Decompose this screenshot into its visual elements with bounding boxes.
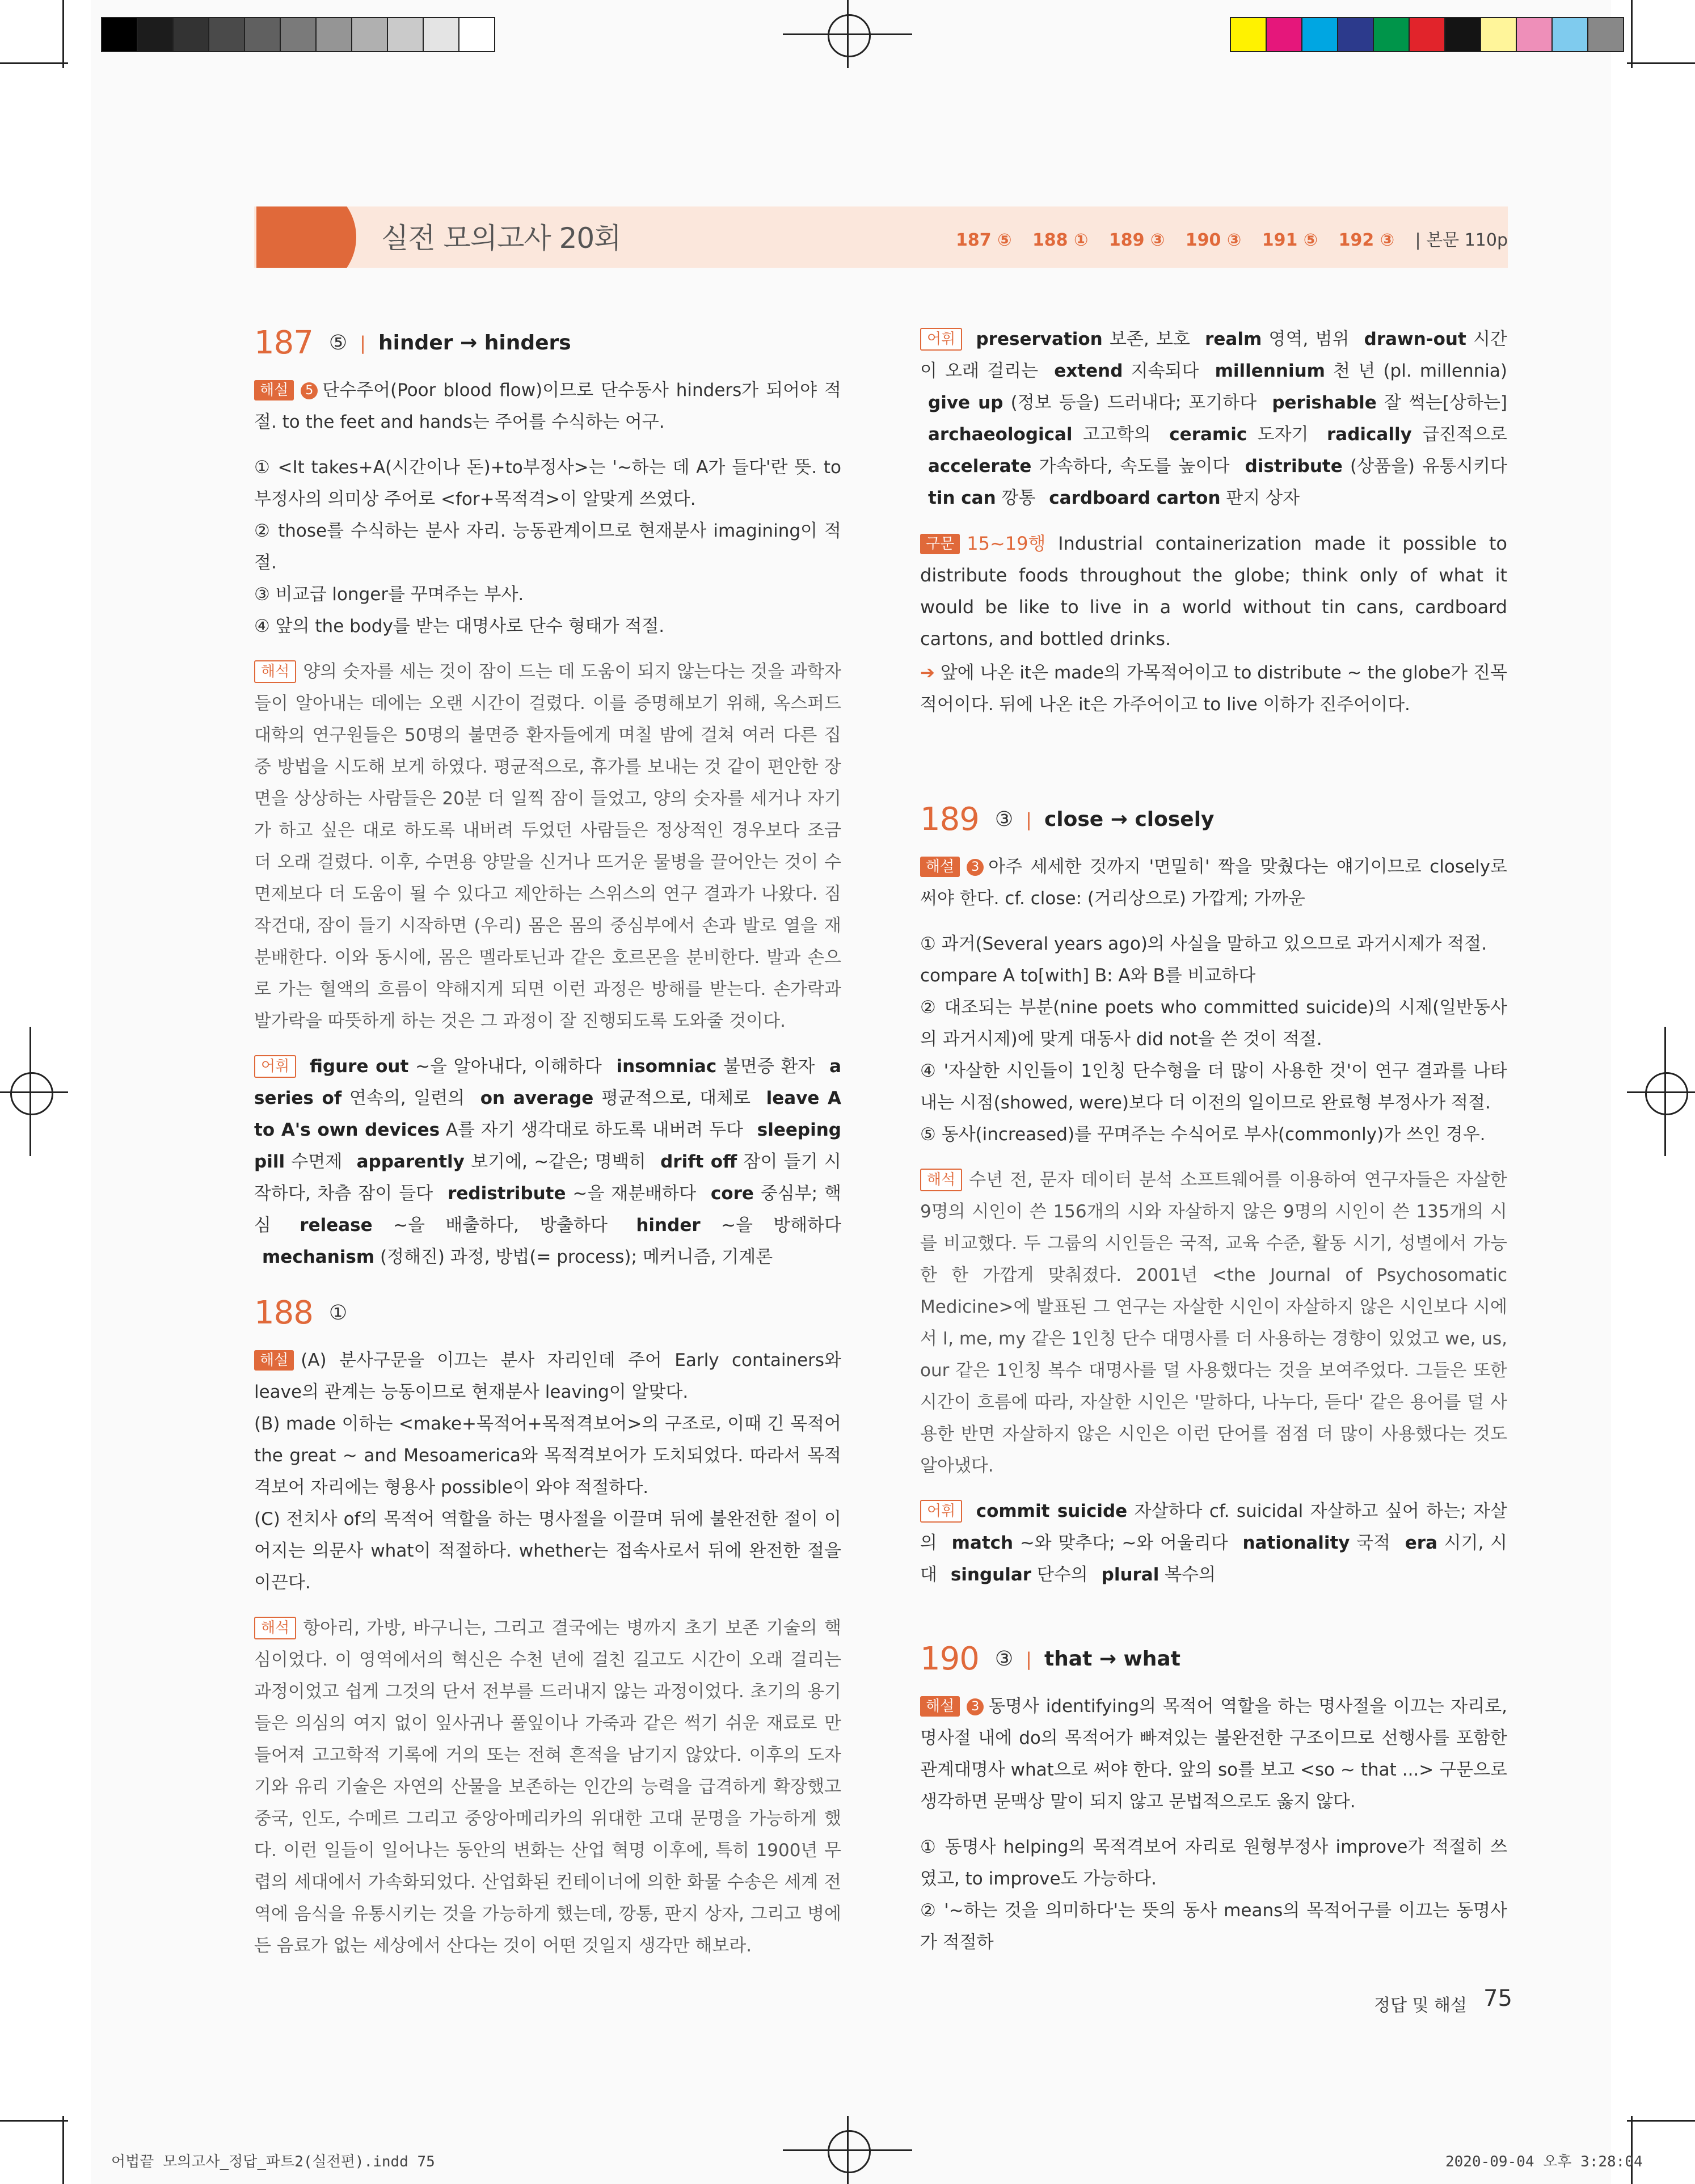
crop-mark: [0, 2120, 68, 2122]
right-column: [920, 323, 1507, 734]
registration-mark-top: [828, 14, 871, 57]
crop-mark: [1631, 0, 1633, 68]
page-number: 75: [1483, 1985, 1512, 2012]
left-column: [254, 318, 841, 1287]
q189-explanation: 해설 3 아주 세세한 것까지 '면밀히' 짝을 맞췄다는 얘기이므로 closely로 써야 한다. cf. close: (거리상으로) 가깝게; 가까운: [920, 857, 1507, 909]
right-column-190: [920, 1634, 1507, 1958]
q189-translation: 해석 수년 전, 문자 데이터 분석 소프트웨어를 이용하여 연구자들은 자살한 9명의 시인이 쓴 156개의 시와 자살하지 않은 9명의 시인이 쓴 135개의 시를 비교했다. 두 그룹의 시인들은 국적, 교육 수준, 활동 시기, 성별에서 가능한 한 가깝게 맞춰졌다. 2001년 <the Journal of Psychosomatic Medicine>에 발표된 그 연구는 자살한 시인이 자살하지 않은 시인보다 시에서 I, me, my 같은 1인칭 단수 대명사를 더 사용하는 경향이 있었고 we, us, our 같은 1인칭 복수 대명사를 덜 사용했다는 것을 보여주었다. 그들은 또한 시간이 흐름에 따라, 자살한 시인은 '말하다, 나누다, 듣다' 같은 용어를 덜 사용한 반면 자살하지 않은 시인은 이런 단어를 점점 더 많이 사용했다는 것도 알아냈다.: [920, 1170, 1507, 1476]
grayscale-color-bar: [101, 17, 494, 52]
question-187-header: 187 ⑤ | hinder → hinders: [254, 324, 571, 361]
left-column-188: [254, 1288, 841, 1975]
q187-options: ① <It takes+A(시간이나 돈)+to부정사>는 '~하는 데 A가 들다'란 뜻. to부정사의 의미상 주어로 <for+목적격>이 알맞게 쓰였다. ② those를 수식하는 분사 자리. 능동관계이므로 현재분사 imagining이 적절. ③ 비교급 longer를 꾸며주는 부사. ④ 앞의 the body를 받는 대명사로 단수 형태가 적절.: [254, 457, 841, 636]
q187-explanation: 해설 5 단수주어(Poor blood flow)이므로 단수동사 hinders가 되어야 적절. to the feet and hands는 주어를 수식하는 어구.: [254, 380, 841, 432]
header-decoration: [254, 206, 362, 268]
crop-mark: [0, 62, 68, 64]
crop-mark: [1627, 2120, 1695, 2122]
footer-label: 정답 및 해설: [1374, 1996, 1467, 2016]
print-slug-time: 2020-09-04 오후 3:28:04: [1445, 2153, 1643, 2170]
question-190-header: 190 ③ | that → what: [920, 1641, 1180, 1677]
process-color-bar: [1230, 17, 1623, 52]
registration-mark-bottom: [828, 2130, 871, 2173]
registration-mark-right: [1645, 1072, 1688, 1115]
question-188-header: 188 ①: [254, 1295, 348, 1331]
page-title: 실전 모의고사 20회: [381, 222, 621, 255]
q188-syntax-note: ➔ 앞에 나온 it은 made의 가목적어이고 to distribute ~ the globe가 진목적어이다. 뒤에 나온 it은 가주어이고 to live 이하가 진주어이다.: [920, 663, 1507, 715]
q190-options: ① 동명사 helping의 목적격보어 자리로 원형부정사 improve가 적절히 쓰였고, to improve도 가능하다. ② '~하는 것을 의미하다'는 뜻의 동사 means의 목적어구를 이끄는 동명사가 적절하: [920, 1837, 1507, 1953]
crop-mark: [62, 2116, 64, 2184]
q188-syntax: 구문 15~19행 Industrial containerization made it possible to distribute foods throughout the globe; think only of what it would be like to live in a world without tin cans, cardboard cartons, and bottled drinks.: [920, 533, 1507, 650]
question-189-header: 189 ③ | close → closely: [920, 801, 1215, 838]
q190-explanation: 해설 3 동명사 identifying의 목적어 역할을 하는 명사절을 이끄는 자리로, 명사절 내에 do의 목적어가 빠져있는 불완전한 구조이므로 선행사를 포함한 관계대명사 what으로 써야 한다. 앞의 so를 보고 <so ~ that ...> 구문으로 생각하면 문맥상 말이 되지 않고 문법적으로도 옳지 않다.: [920, 1696, 1507, 1812]
crop-mark: [62, 0, 64, 68]
q188-vocab: 어휘 preservation 보존, 보호 realm 영역, 범위 drawn-out 시간이 오래 걸리는 extend 지속되다 millennium 천 년 (pl. millennia) give up (정보 등을) 드러내다; 포기하다 perishable 잘 썩는[상하는] archaeological 고고학의 ceramic 도자기 radically 급진적으로 accelerate 가속하다, 속도를 높이다 distribute (상품을) 유통시키다 tin can 깡통 cardboard carton 판지 상자: [920, 329, 1507, 508]
q189-vocab: 어휘 commit suicide 자살하다 cf. suicidal 자살하고 싶어 하는; 자살의 match ~와 맞추다; ~와 어울리다 nationality 국적 era 시기, 시대 singular 단수의 plural 복수의: [920, 1501, 1508, 1585]
answer-key: 187 ⑤ 188 ① 189 ③ 190 ③ 191 ⑤ 192 ③ | 본문 110p: [956, 230, 1508, 250]
registration-mark-left: [10, 1072, 53, 1115]
q189-options: ① 과거(Several years ago)의 사실을 말하고 있으므로 과거시제가 적절. compare A to[with] B: A와 B를 비교하다 ② 대조되는 부분(nine poets who committed suicide)의 시제(일반동사의 과거시제)에 맞게 대동사 did not을 쓴 것이 적절. ④ '자살한 시인들이 1인칭 단수형을 더 많이 사용한 것'이 연구 결과를 나타내는 시점(showed, were)보다 더 이전의 일이므로 완료형 부정사가 적절. ⑤ 동사(increased)를 꾸며주는 수식어로 부사(commonly)가 쓰인 경우.: [920, 934, 1508, 1145]
right-column-189: [920, 794, 1507, 1604]
q188-explanation: 해설 (A) 분사구문을 이끄는 분사 자리인데 주어 Early containers와 leave의 관계는 능동이므로 현재분사 leaving이 알맞다. (B) made 이하는 <make+목적어+목적격보어>의 구조로, 이때 긴 목적어 the great ~ and Mesoamerica와 목적격보어가 도치되었다. 따라서 목적격보어 자리에는 형용사 possible이 와야 적절하다. (C) 전치사 of의 목적어 역할을 하는 명사절을 이끌며 뒤에 불완전한 절이 이어지는 의문사 what이 적절하다. whether는 접속사로서 뒤에 완전한 절을 이끈다.: [254, 1350, 841, 1593]
q187-translation: 해석 양의 숫자를 세는 것이 잠이 드는 데 도움이 되지 않는다는 것을 과학자들이 알아내는 데에는 오랜 시간이 걸렸다. 이를 증명해보기 위해, 옥스퍼드 대학의 연구원들은 50명의 불면증 환자들에게 며칠 밤에 걸쳐 여러 다른 집중 방법을 시도해 보게 하였다. 평균적으로, 휴가를 보내는 것 같이 편안한 장면을 상상하는 사람들은 20분 더 일찍 잠이 들었고, 양의 숫자를 세거나 자기가 하고 싶은 대로 하도록 내버려 두었던 사람들은 정상적인 경우보다 조금 더 오래 걸렸다. 이후, 수면용 양말을 신거나 뜨거운 물병을 끌어안는 것이 수면제보다 더 도움이 될 수 있다고 제안하는 스위스의 연구 결과가 나왔다. 짐작건대, 잠이 들기 시작하면 (우리) 몸은 몸의 중심부에서 손과 발로 열을 재분배한다. 이와 동시에, 몸은 멜라토닌과 같은 호르몬을 분비한다. 발과 손으로 가는 혈액의 흐름이 약해지게 되면 이런 과정은 방해를 받는다. 손가락과 발가락을 따뜻하게 하는 것은 그 과정이 잘 진행되도록 도와줄 것이다.: [254, 661, 841, 1031]
q188-translation: 해석 항아리, 가방, 바구니는, 그리고 결국에는 병까지 초기 보존 기술의 핵심이었다. 이 영역에서의 혁신은 수천 년에 걸친 길고도 시간이 오래 걸리는 과정이었고 쉽게 그것의 단서 전부를 드러내지 않는 과정이었다. 초기의 용기들은 의심의 여지 없이 잎사귀나 풀잎이나 가죽과 같은 썩기 쉬운 재료로 만들어져 고고학적 기록에 거의 또는 전혀 흔적을 남기지 않았다. 이후의 도자기와 유리 기술은 자연의 산물을 보존하는 인간의 능력을 급격하게 확장했고 중국, 인도, 수메르 그리고 중앙아메리카의 위대한 고대 문명을 가능하게 했다. 이런 일들이 일어나는 동안의 변화는 산업 혁명 이후에, 특히 1900년 무렵의 세대에서 가속화되었다. 산업화된 컨테이너에 의한 화물 수송은 세계 전역에 음식을 유통시키는 것을 가능하게 했는데, 깡통, 판지 상자, 그리고 병에 든 음료가 없는 세상에서 산다는 것이 어떤 것일지 생각만 해보라.: [254, 1618, 841, 1956]
arrow-right-icon: ➔: [920, 663, 941, 683]
print-slug-file: 어법끝 모의고사_정답_파트2(실전편).indd 75: [111, 2153, 435, 2170]
q187-vocab: 어휘 figure out ~을 알아내다, 이해하다 insomniac 불면증 환자 a series of 연속의, 일련의 on average 평균적으로, 대체로 leave A to A's own devices A를 자기 생각대로 하도록 내버려 두다 sleeping pill 수면제 apparently 보기에, ~같은; 명백히 drift off 잠이 들기 시작하다, 차츰 잠이 들다 redistribute ~을 재분배하다 core 중심부; 핵심 release ~을 배출하다, 방출하다 hinder ~을 방해하다 mechanism (정해진) 과정, 방법(= process); 메커니즘, 기계론: [254, 1056, 842, 1267]
crop-mark: [1627, 62, 1695, 64]
